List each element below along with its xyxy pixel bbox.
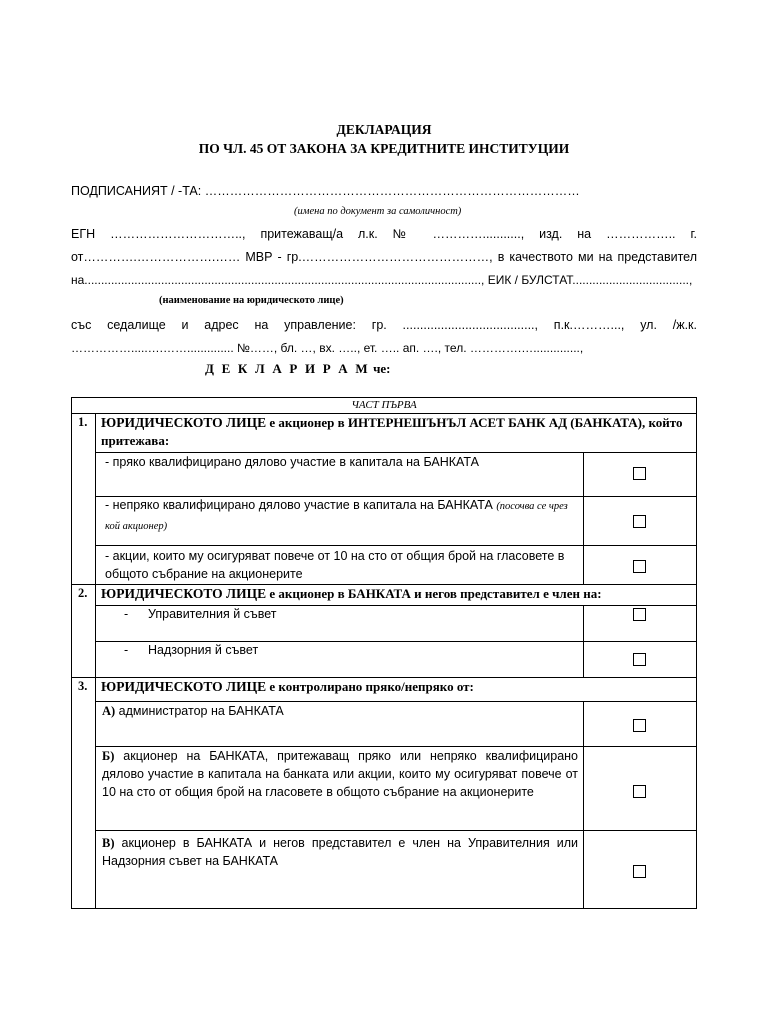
- section-3-item-a: [102, 702, 578, 720]
- section-2-item-1-dash: -: [124, 607, 129, 621]
- section-2-number: 2.: [78, 586, 88, 600]
- declare-suffix: че:: [369, 361, 391, 376]
- section-1-item-1-checkbox[interactable]: [633, 467, 646, 480]
- section-3-item-c-label: В): [102, 836, 115, 850]
- section-1-heading-subject: ЮРИДИЧЕСКОТО ЛИЦЕ: [101, 415, 267, 430]
- declare-spaced: Д Е К Л А Р И Р А М: [205, 361, 370, 376]
- address-details-line: …………….....….…….............. №……, бл. …, вх. ….., ет. ….. ап. …., тел. ………….…..............,: [71, 341, 584, 355]
- names-hint: (имена по документ за самоличност): [294, 206, 462, 217]
- declare-heading: [205, 361, 391, 377]
- section-3-heading-rest: е контролирано пряко/непряко от:: [266, 679, 474, 694]
- section-1-item-1-text: - пряко квалифицирано дялово участие в капитала на БАНКАТА: [105, 455, 479, 469]
- signer-name-line: ПОДПИСАНИЯТ / -ТА: ………………………………………………………………………………: [71, 184, 580, 198]
- section-3-item-c-text: акционер в БАНКАТА и негов представител е член на Управителния или Надзорния съвет на БАНКАТА: [102, 836, 578, 868]
- section-3-item-a-label: А): [102, 704, 116, 718]
- section-2-heading-subject: ЮРИДИЧЕСКОТО ЛИЦЕ: [101, 586, 267, 601]
- section-3-item-a-text: администратор на БАНКАТА: [115, 704, 284, 718]
- section-2-item-1-checkbox[interactable]: [633, 608, 646, 621]
- egn-line: ЕГН ………………………….., притежаващ/а л.к. № …………..........., изд. на …………….. г.: [71, 227, 697, 241]
- section-2-heading-rest: е акционер в БАНКАТА и негов представител е член на:: [266, 586, 602, 601]
- section-2-item-1-text: Управителния й съвет: [148, 607, 277, 621]
- section-2-item-2-text: Надзорния й съвет: [148, 643, 259, 657]
- section-3-heading-subject: ЮРИДИЧЕСКОТО ЛИЦЕ: [101, 679, 267, 694]
- declaration-table: [71, 397, 697, 909]
- section-3-item-b-checkbox[interactable]: [633, 785, 646, 798]
- section-3-heading: [101, 678, 691, 696]
- section-1-heading: [101, 414, 691, 450]
- section-3-number: 3.: [78, 679, 88, 693]
- part-title: ЧАСТ ПЪРВА: [351, 399, 417, 411]
- address-line: със седалище и адрес на управление: гр. ......................................, п.к.………..., ул. /ж.к.: [71, 318, 697, 332]
- section-1-number: 1.: [78, 415, 88, 429]
- section-3-item-b: [102, 747, 578, 801]
- section-3-item-c-checkbox[interactable]: [633, 865, 646, 878]
- section-1-item-2-text: - непряко квалифицирано дялово участие в капитала на БАНКАТА: [105, 498, 493, 512]
- section-1-item-2-note: (посочва се чрез кой акционер): [105, 501, 568, 532]
- section-3-item-c: [102, 834, 578, 870]
- section-1-item-3-text: - акции, които му осигуряват повече от 10 на сто от общия брой на гласовете в общото събрание на акционерите: [105, 549, 565, 581]
- section-1-heading-rest: е акционер в ИНТЕРНЕШЪНЪЛ АСЕТ БАНК АД (БАНКАТА), който притежава:: [101, 415, 683, 448]
- section-3-item-b-label: Б): [102, 749, 115, 763]
- section-1-item-2-checkbox[interactable]: [633, 515, 646, 528]
- entity-line: на......................................................................................................................., ЕИК / БУЛСТАТ...................................,: [71, 273, 693, 287]
- section-3-item-b-text: акционер на БАНКАТА, притежаващ пряко или непряко квалифицирано дялово участие в капитала на банката или акции, които му осигуряват повече от 10 на сто от общия брой на гласовете в общото събрание на акционерите: [102, 749, 578, 799]
- section-2-item-2-dash: -: [124, 643, 129, 657]
- section-3-item-a-checkbox[interactable]: [633, 719, 646, 732]
- entity-hint: (наименование на юридическото лице): [159, 295, 344, 306]
- issued-by-line: от………….……………….…… МВР - гр.………………………………………, в качеството ми на представител: [71, 250, 697, 264]
- section-1-item-2: [105, 496, 579, 536]
- section-1-item-3-checkbox[interactable]: [633, 560, 646, 573]
- section-2-heading: [101, 585, 691, 603]
- document-title: ДЕКЛАРАЦИЯ: [336, 122, 432, 137]
- document-subtitle: ПО ЧЛ. 45 ОТ ЗАКОНА ЗА КРЕДИТНИТЕ ИНСТИТУЦИИ: [198, 141, 570, 156]
- section-2-item-2-checkbox[interactable]: [633, 653, 646, 666]
